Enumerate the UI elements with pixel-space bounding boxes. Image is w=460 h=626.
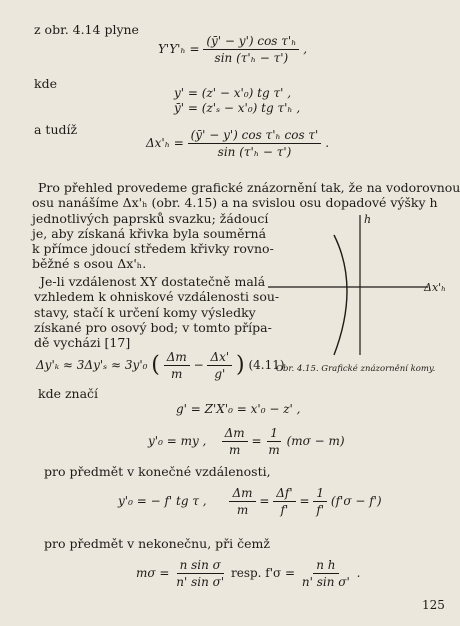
eq5-fraction-2: $\frac{\Delta x'}{g'}$ bbox=[207, 350, 232, 381]
paragraph-line: dě vycházi [17] bbox=[34, 335, 131, 351]
eq4-numerator: (ȳ' − y') cos τ'ₕ cos τ' bbox=[188, 128, 322, 144]
eq4-end: . bbox=[325, 136, 330, 150]
paragraph-line: získané pro osový bod; v tomto přípa- bbox=[34, 319, 272, 335]
equation-3: ȳ' = (z'ₛ − x'₀) tg τ'ₕ , bbox=[174, 101, 301, 115]
eq1-denominator: sin (τ'ₕ − τ') bbox=[214, 51, 289, 65]
equation-2: y' = (z' − x'₀) tg τ' , bbox=[174, 86, 292, 100]
equation-1 bbox=[158, 34, 307, 65]
text-kde: kde bbox=[34, 76, 57, 91]
equation-number: (4.11) bbox=[248, 358, 285, 372]
text-kde-znaci: kde značí bbox=[38, 386, 99, 401]
equation-9: mσ = $\frac{\text{n sin σ}}{\text{n' sin σ'}}$ resp. f'σ = $\frac{\text{n h}}{\text{n' sin σ'}}$ . bbox=[136, 558, 361, 589]
eq1-numerator: (ȳ' − y') cos τ'ₕ bbox=[203, 34, 299, 50]
equation-5: Δy'ₖ ≈ 3Δy'ₛ ≈ 3y'₀ ( $\frac{\Delta m}{m}$ − $\frac{\Delta x'}{g'}$ ) (4.11) bbox=[36, 350, 285, 381]
page-number: 125 bbox=[422, 598, 445, 612]
paragraph-2 bbox=[34, 274, 280, 351]
eq4-lhs: Δx'ₕ = bbox=[146, 136, 184, 150]
paragraph-line: jednotlivých paprsků svazku; žádoucí bbox=[32, 210, 269, 226]
text-atudiz: a tudíž bbox=[34, 122, 78, 137]
text-pro-predmet-2: pro předmět v nekonečnu, při čemž bbox=[44, 536, 270, 551]
equation-4 bbox=[146, 128, 329, 159]
paragraph-line: běžné s osou Δx'ₕ. bbox=[32, 256, 147, 272]
equation-7: y'₀ = my , $\frac{\Delta m}{m}$ = $\frac{1}{m}$ (mσ − m) bbox=[148, 426, 345, 457]
figure-caption: Obr. 4.15. Grafické znázornění komy. bbox=[276, 364, 436, 374]
axis-label-x: Δx'ₕ bbox=[424, 281, 446, 294]
eq5-fraction-1: $\frac{\Delta m}{m}$ bbox=[164, 350, 190, 381]
paragraph-line: stavy, stačí k určení komy výsledky bbox=[34, 304, 256, 320]
paragraph-line: k přímce jdoucí středem křivky rovno- bbox=[32, 241, 274, 257]
paragraph-line: vzhledem k ohniskové vzdálenosti sou- bbox=[34, 289, 280, 305]
text-pro-predmet-1: pro předmět v konečné vzdálenosti, bbox=[44, 464, 271, 479]
eq1-lhs: Y'Y'ₕ = bbox=[158, 42, 200, 56]
paragraph-line: Je-li vzdálenost XY dostatečně malá bbox=[40, 274, 266, 289]
paragraph-line: osu nanášíme Δx'ₕ (obr. 4.15) a na svislou osu dopadové výšky h bbox=[32, 195, 438, 211]
equation-8: y'₀ = − f' tg τ , $\frac{\Delta m}{m}$ = $\frac{\Delta f'}{f'}$ = $\frac{1}{f'}$ (f'σ − f') bbox=[118, 486, 382, 517]
equation-6: g' = Z'X'₀ = x'₀ − z' , bbox=[176, 402, 301, 416]
eq1-end: , bbox=[303, 42, 308, 56]
text-line: z obr. 4.14 plyne bbox=[34, 22, 139, 37]
eq5-lhs: Δy'ₖ ≈ 3Δy'ₛ ≈ 3y'₀ bbox=[36, 358, 148, 372]
eq4-fraction bbox=[188, 128, 322, 159]
axis-label-h: h bbox=[364, 213, 372, 226]
paragraph-line: je, aby získaná křivka byla souměrná bbox=[32, 225, 267, 241]
coma-curve bbox=[334, 235, 347, 355]
paragraph-line: Pro přehled provedeme grafické znázornění tak, že na vodorovnou bbox=[38, 180, 460, 195]
eq1-fraction bbox=[203, 34, 299, 65]
eq4-denominator: sin (τ'ₕ − τ') bbox=[217, 145, 292, 159]
